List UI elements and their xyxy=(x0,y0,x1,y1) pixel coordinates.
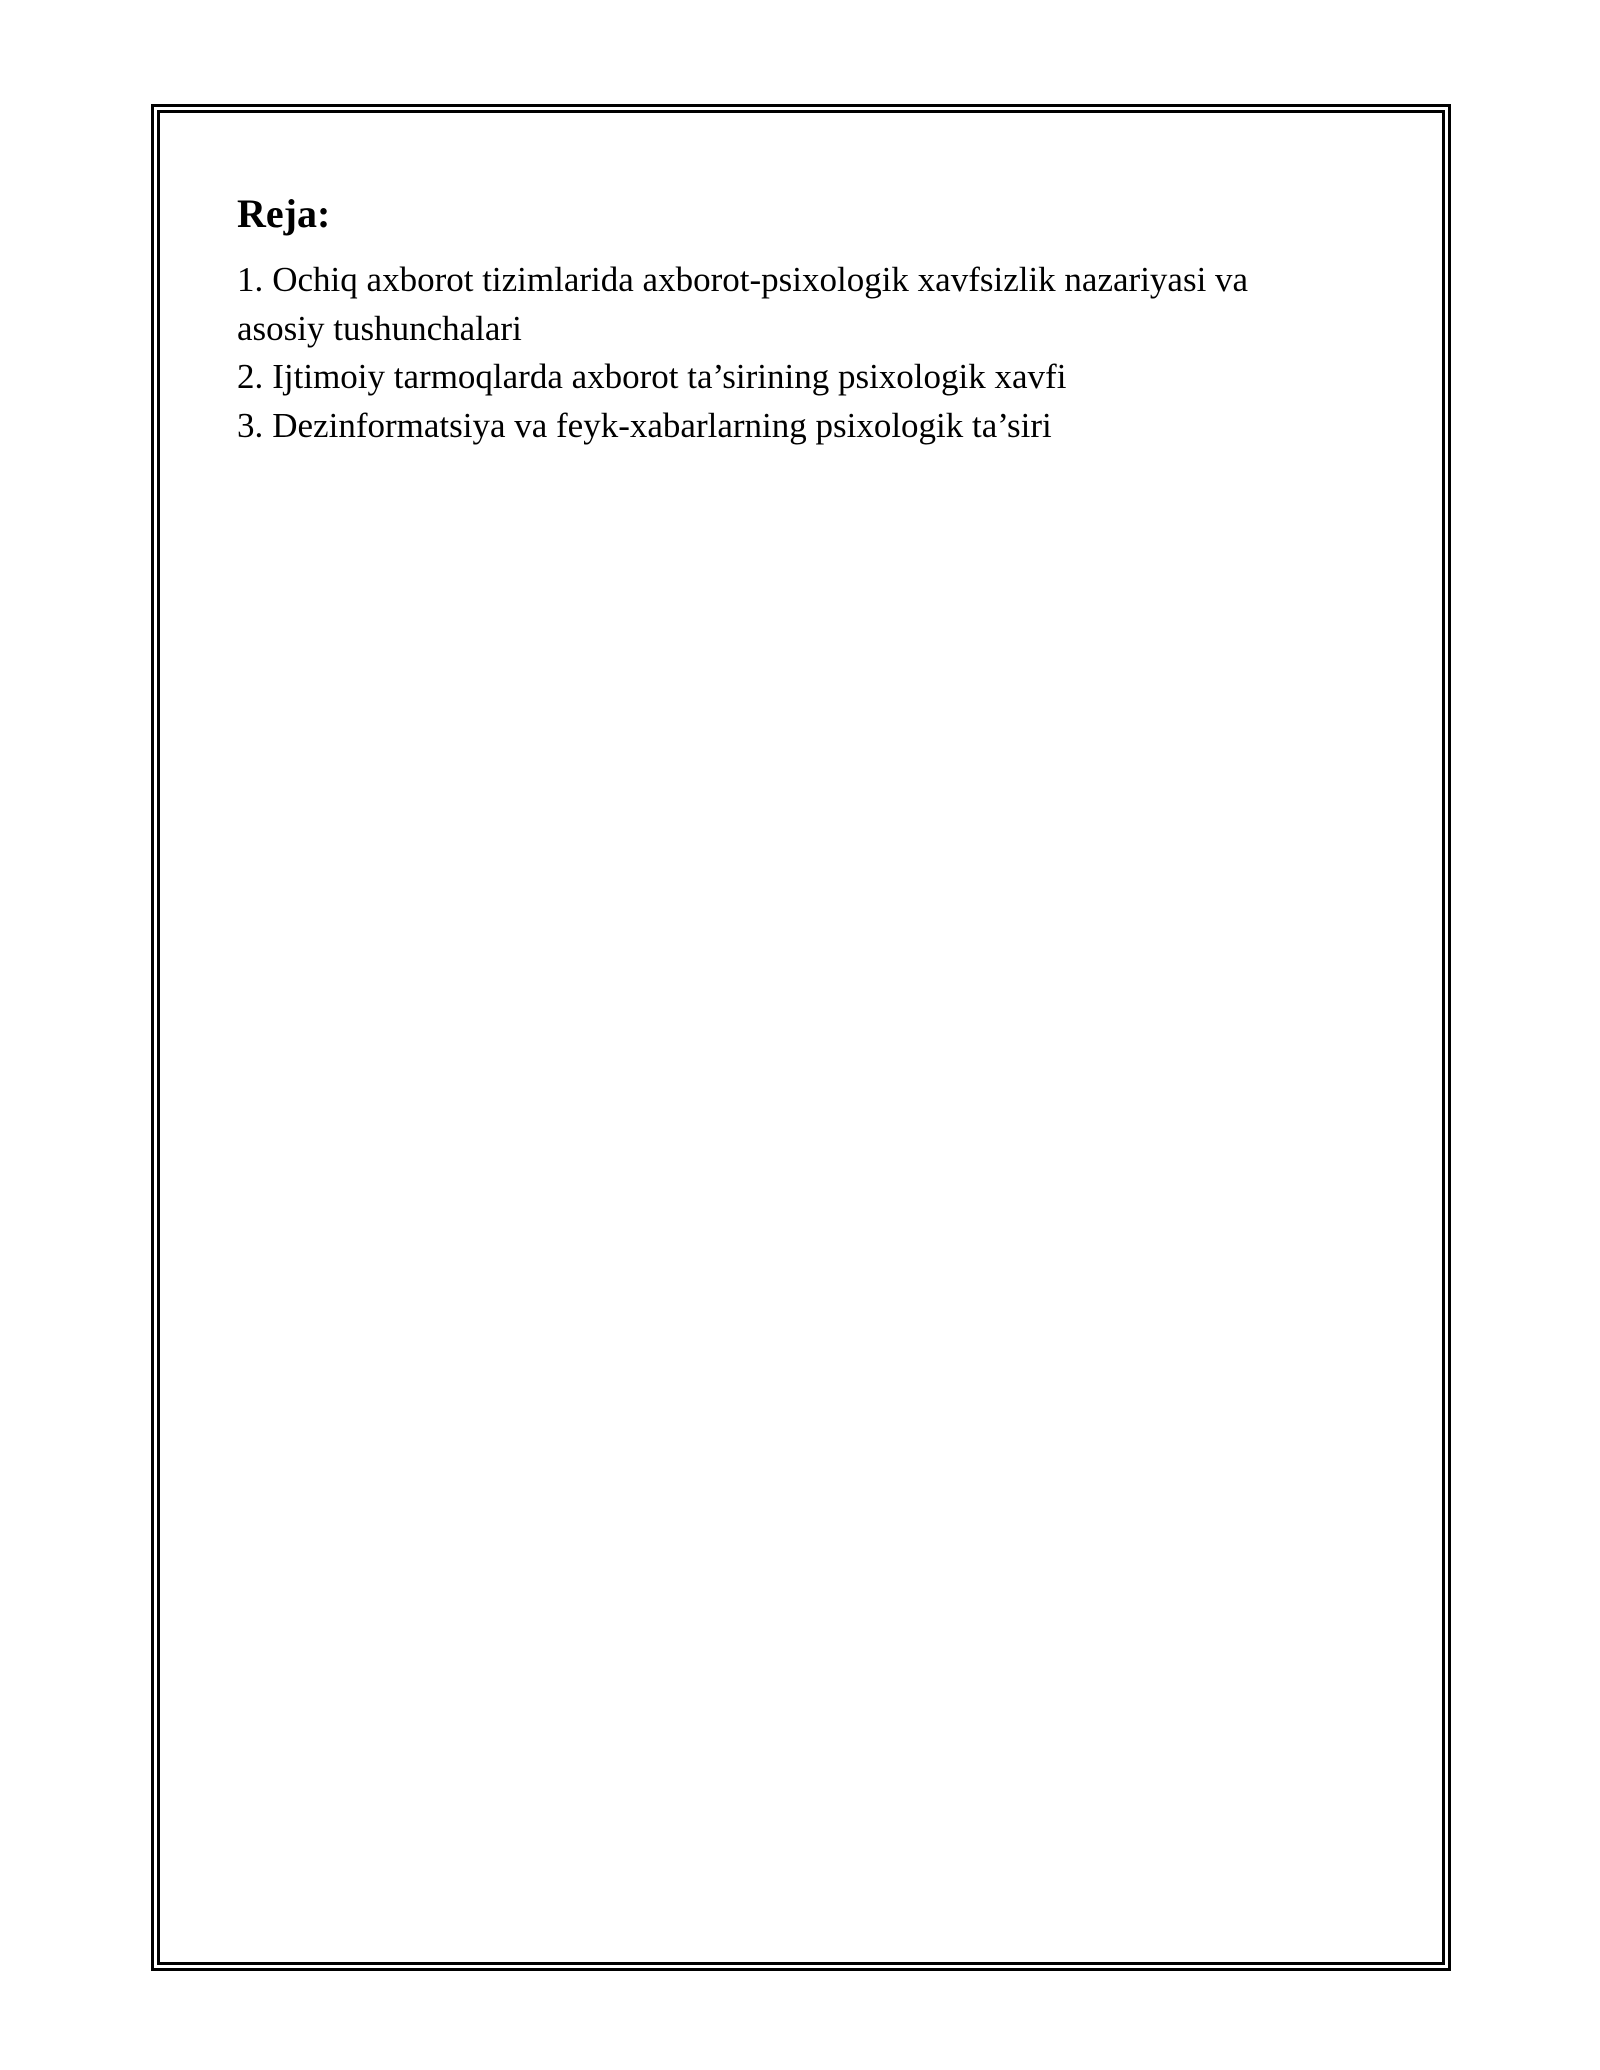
plan-item-number: 2. xyxy=(237,357,264,396)
plan-item-text: Ijtimoiy tarmoqlarda axborot ta’sirining psixologik xavfi xyxy=(272,357,1067,396)
plan-item-number: 1. xyxy=(237,260,264,299)
plan-item-text: Ochiq axborot tizimlarida axborot-psixologik xavfsizlik nazariyasi va asosiy tushunchalari xyxy=(237,260,1249,348)
plan-item-1 xyxy=(237,256,1337,353)
plan-title: Reja: xyxy=(237,191,331,236)
plan-item-text: Dezinformatsiya va feyk-xabarlarning psixologik ta’siri xyxy=(272,405,1052,445)
plan-item-2 xyxy=(237,353,1337,402)
document-content xyxy=(237,188,1337,450)
plan-list xyxy=(237,256,1337,450)
plan-item-number: 3. xyxy=(237,405,264,445)
plan-item-3 xyxy=(237,402,1337,451)
